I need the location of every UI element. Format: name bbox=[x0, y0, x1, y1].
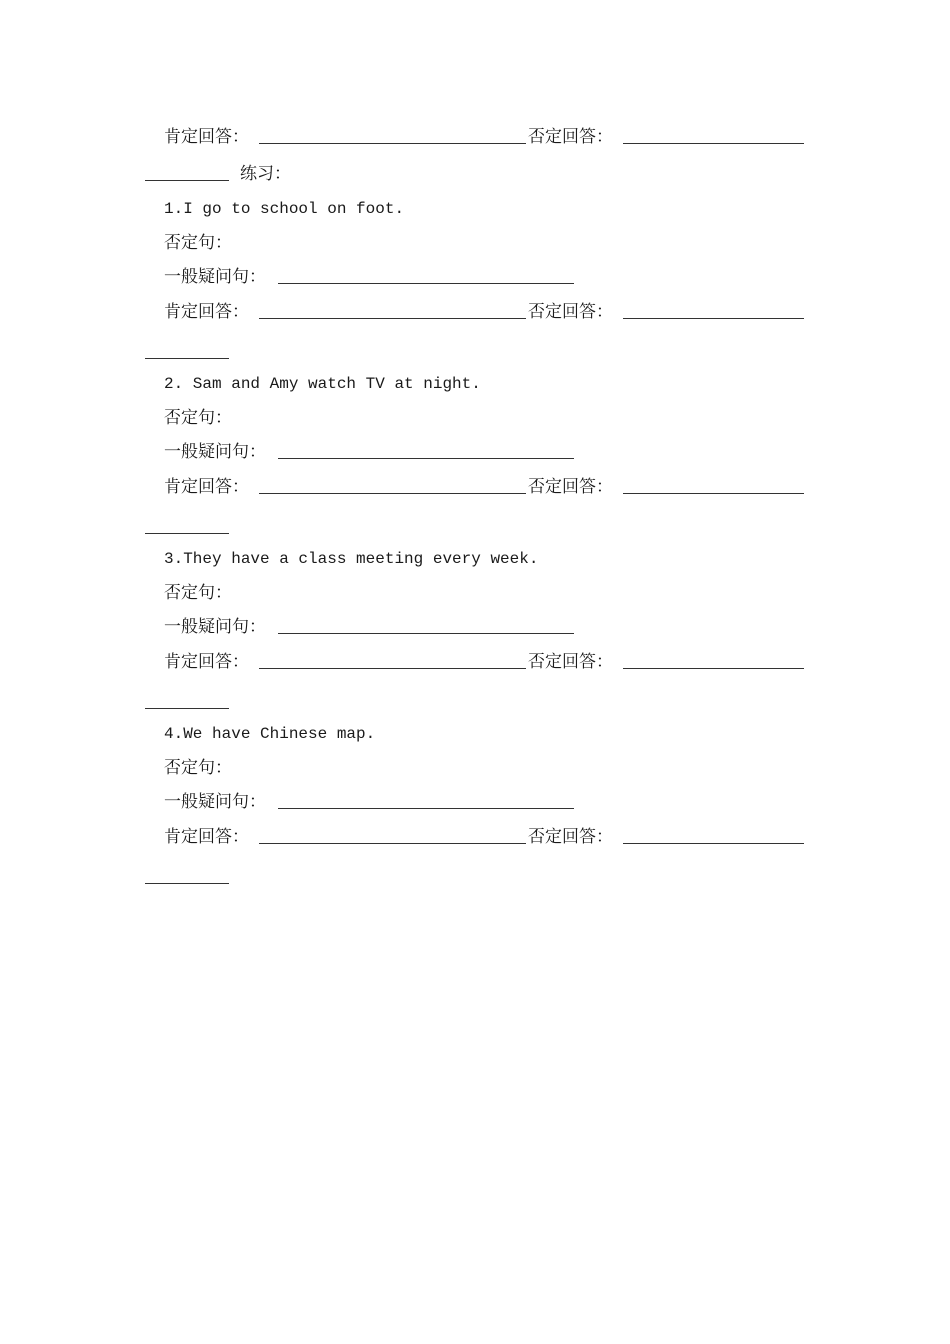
negative-sentence-label: 否定句： bbox=[164, 583, 232, 603]
negative-answer-label: 否定回答： bbox=[528, 477, 613, 497]
positive-answer-label: 肯定回答： bbox=[164, 827, 249, 847]
positive-answer-blank[interactable] bbox=[259, 825, 526, 844]
negative-answer-blank[interactable] bbox=[623, 475, 804, 494]
negative-sentence-label: 否定句： bbox=[164, 233, 232, 253]
yes-no-question-label: 一般疑问句： bbox=[164, 792, 266, 812]
negative-answer-blank[interactable] bbox=[623, 125, 804, 144]
negative-answer-label: 否定回答： bbox=[528, 302, 613, 322]
yes-no-question-blank[interactable] bbox=[278, 265, 574, 284]
negative-answer-blank[interactable] bbox=[623, 650, 804, 669]
positive-answer-label: 肯定回答： bbox=[164, 652, 249, 672]
answer-tail-blank[interactable] bbox=[145, 690, 229, 709]
positive-answer-label: 肯定回答： bbox=[164, 477, 249, 497]
negative-answer-label: 否定回答： bbox=[528, 652, 613, 672]
positive-answer-label: 肯定回答： bbox=[164, 302, 249, 322]
negative-answer-blank[interactable] bbox=[623, 300, 804, 319]
positive-answer-label: 肯定回答： bbox=[164, 127, 249, 147]
yes-no-question-blank[interactable] bbox=[278, 440, 574, 459]
answer-tail-blank[interactable] bbox=[145, 515, 229, 534]
negative-answer-blank[interactable] bbox=[623, 825, 804, 844]
answer-tail-blank[interactable] bbox=[145, 865, 229, 884]
answer-tail-blank[interactable] bbox=[145, 162, 229, 181]
positive-answer-blank[interactable] bbox=[259, 475, 526, 494]
negative-sentence-label: 否定句： bbox=[164, 758, 232, 778]
positive-answer-blank[interactable] bbox=[259, 650, 526, 669]
yes-no-question-blank[interactable] bbox=[278, 615, 574, 634]
worksheet-page: 肯定回答： 否定回答： 练习： 1.I go to school on foot. 否定句： 一般疑问句： 肯定回答： 否定回答： 2. Sam and Amy watch TV at night. 否定句： 一般疑问句： 肯定回答： 否定回答： 3.They have a class meeting every week. 否定句： 一般疑问句： 肯定回答： 否定回答： 4.We have Chinese map. 否定句： 一般疑问句： 肯定回答： 否定回答： bbox=[0, 0, 950, 1344]
negative-sentence-label: 否定句： bbox=[164, 408, 232, 428]
yes-no-question-label: 一般疑问句： bbox=[164, 267, 266, 287]
negative-answer-label: 否定回答： bbox=[528, 127, 613, 147]
answer-tail-blank[interactable] bbox=[145, 340, 229, 359]
negative-answer-label: 否定回答： bbox=[528, 827, 613, 847]
yes-no-question-blank[interactable] bbox=[278, 790, 574, 809]
positive-answer-blank[interactable] bbox=[259, 125, 526, 144]
practice-heading: 练习： bbox=[240, 164, 291, 184]
yes-no-question-label: 一般疑问句： bbox=[164, 442, 266, 462]
positive-answer-blank[interactable] bbox=[259, 300, 526, 319]
yes-no-question-label: 一般疑问句： bbox=[164, 617, 266, 637]
